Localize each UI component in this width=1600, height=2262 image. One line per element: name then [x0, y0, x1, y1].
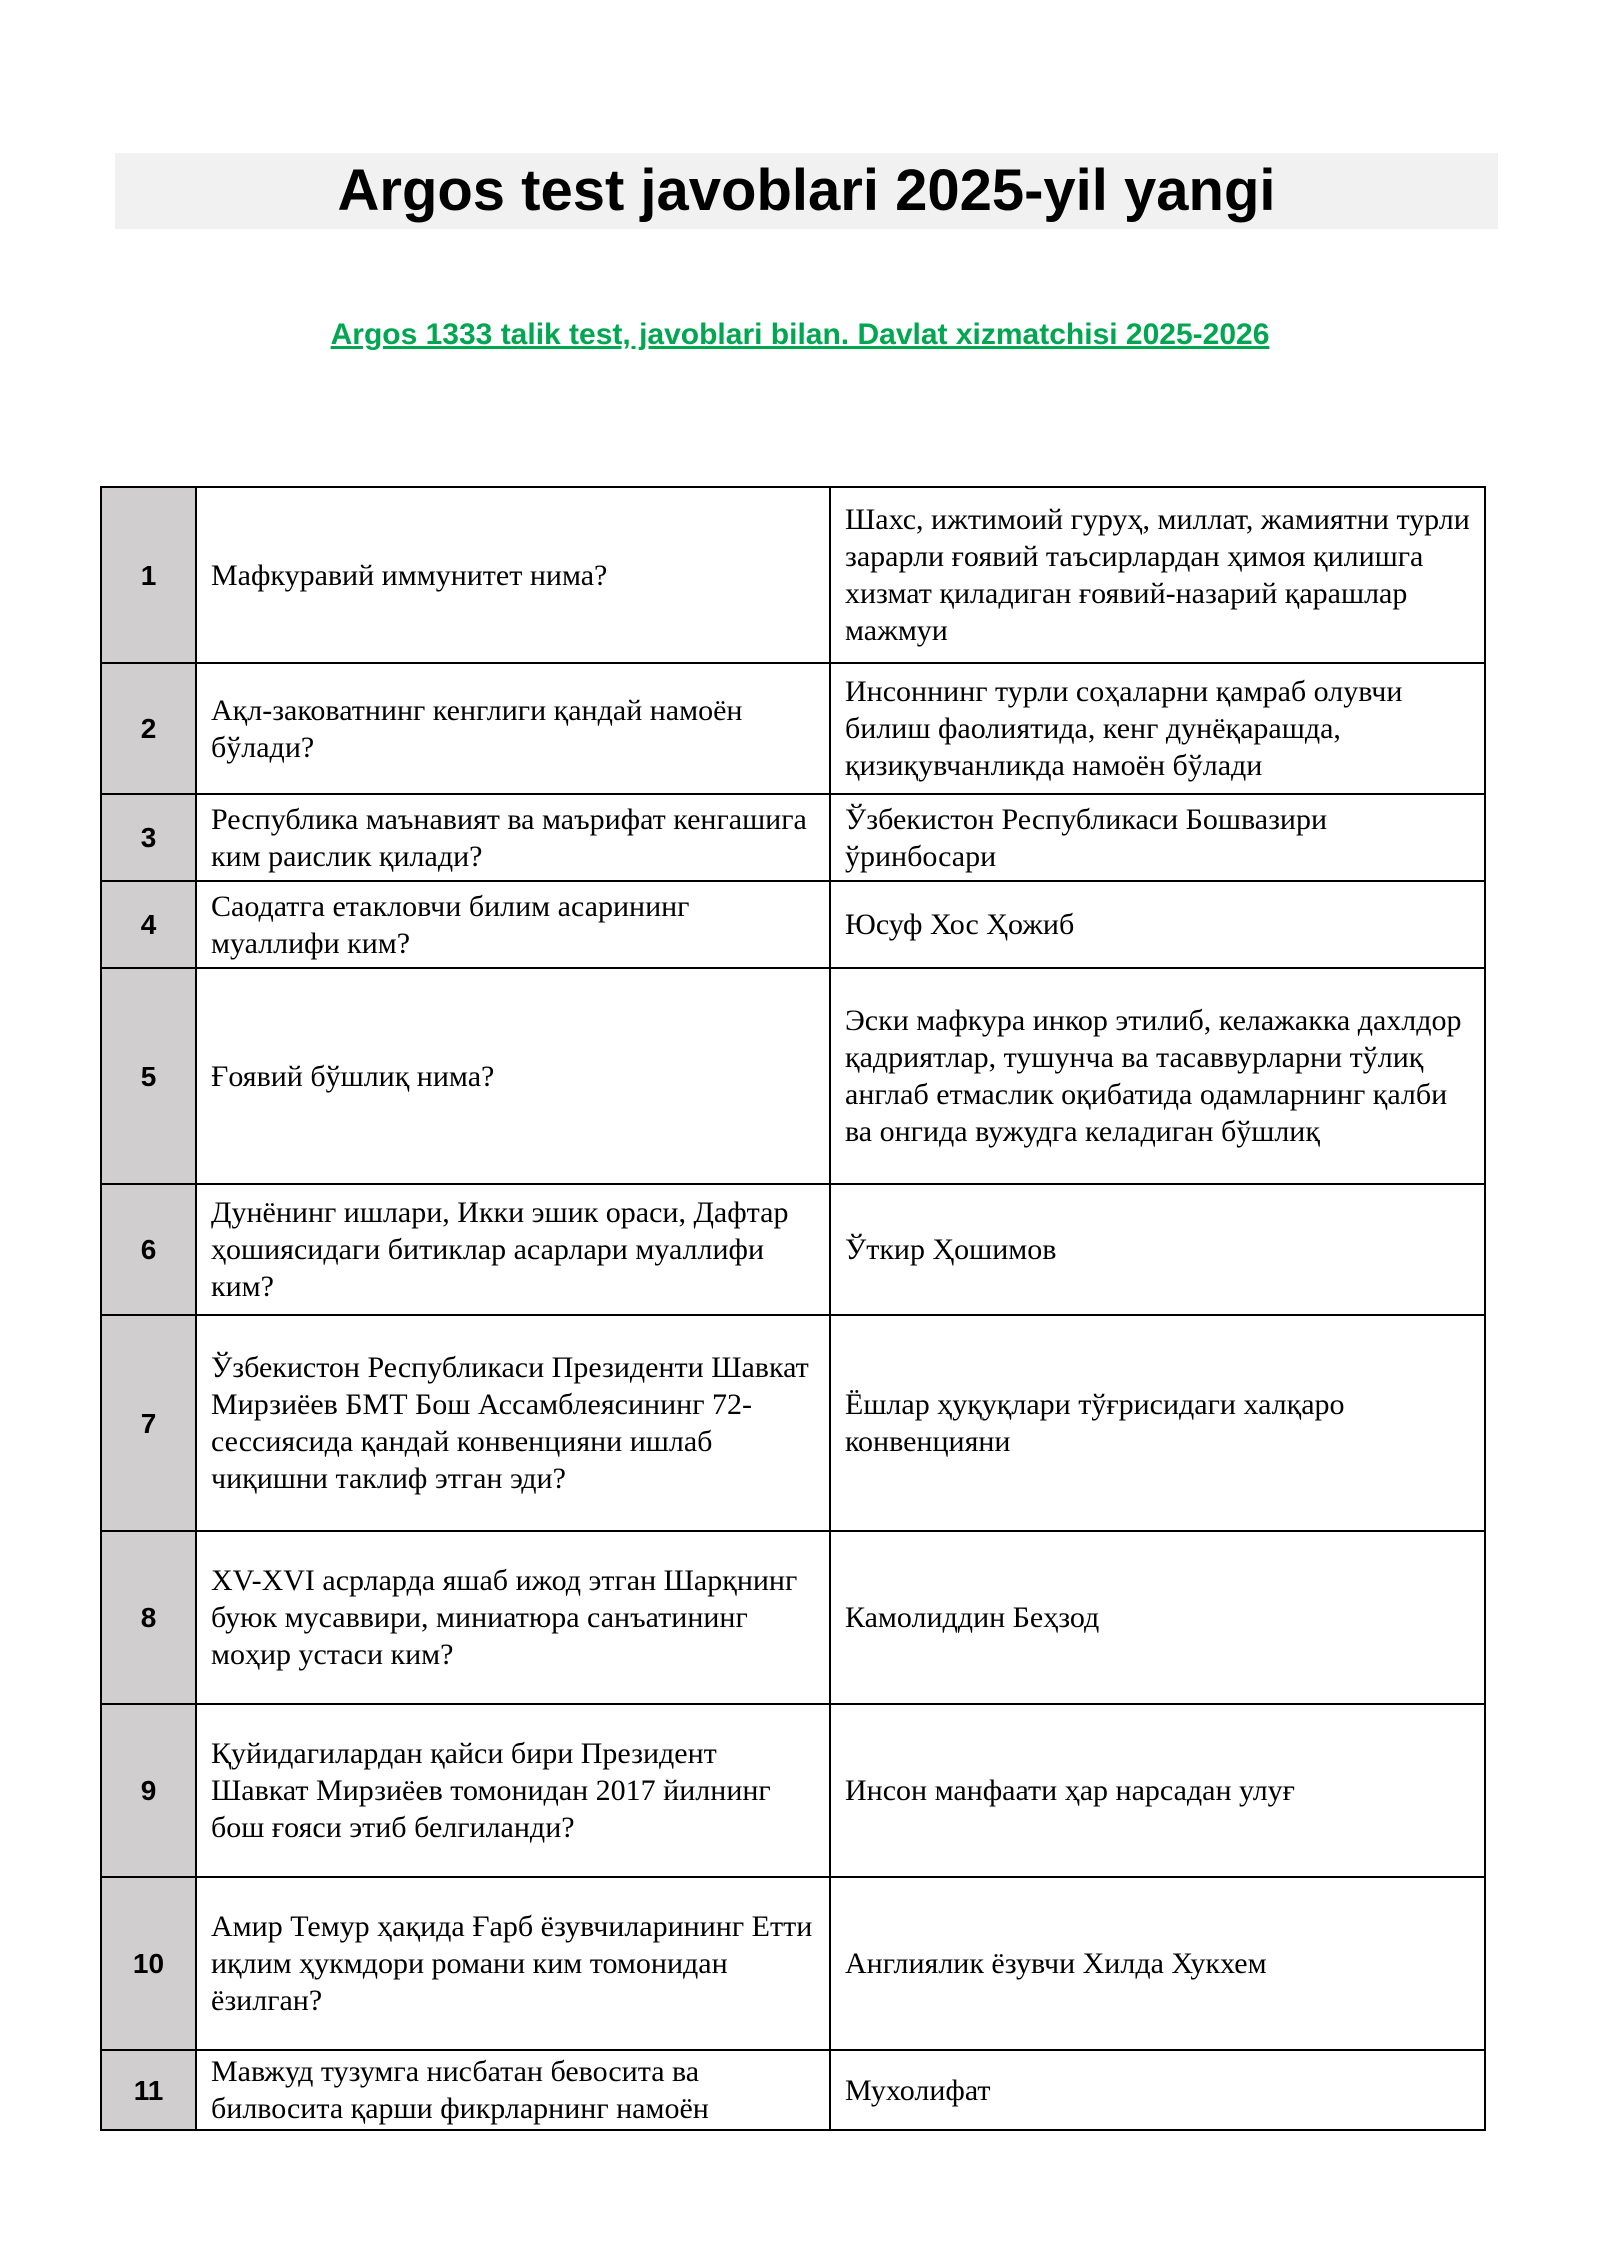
question-cell: Саодатга етакловчи билим асарининг муаллифи ким?	[196, 881, 830, 968]
answer-cell: Англиялик ёзувчи Хилда Хукхем	[830, 1877, 1485, 2050]
row-number: 11	[101, 2050, 196, 2130]
question-cell: Мафкуравий иммунитет нима?	[196, 487, 830, 663]
row-number: 3	[101, 794, 196, 881]
table-row	[101, 968, 1485, 1184]
table-row	[101, 1315, 1485, 1531]
answer-cell: Шахс, ижтимоий гуруҳ, миллат, жамиятни турли зарарли ғоявий таъсирлардан ҳимоя қилишга хизмат қиладиган ғоявий-назарий қарашлар мажмуи	[830, 487, 1485, 663]
question-cell: Ўзбекистон Республикаси Президенти Шавкат Мирзиёев БМТ Бош Ассамблеясининг 72-сессиясида қандай конвенцияни ишлаб чиқишни таклиф этган эди?	[196, 1315, 830, 1531]
answer-cell: Ўткир Ҳошимов	[830, 1184, 1485, 1315]
question-cell: Амир Темур ҳақида Ғарб ёзувчиларининг Етти иқлим ҳукмдори романи ким томонидан ёзилган?	[196, 1877, 830, 2050]
row-number: 9	[101, 1704, 196, 1877]
answer-cell: Юсуф Хос Ҳожиб	[830, 881, 1485, 968]
table-row	[101, 1877, 1485, 2050]
question-cell: Қуйидагилардан қайси бири Президент Шавкат Мирзиёев томонидан 2017 йилнинг бош ғояси этиб белгиланди?	[196, 1704, 830, 1877]
answer-cell: Инсон манфаати ҳар нарсадан улуғ	[830, 1704, 1485, 1877]
row-number: 7	[101, 1315, 196, 1531]
row-number: 2	[101, 663, 196, 794]
table-row	[101, 1184, 1485, 1315]
row-number: 8	[101, 1531, 196, 1704]
table-row	[101, 1704, 1485, 1877]
question-cell: Ғоявий бўшлиқ нима?	[196, 968, 830, 1184]
question-cell: Республика маънавият ва маърифат кенгашига ким раислик қилади?	[196, 794, 830, 881]
table-row	[101, 794, 1485, 881]
question-cell: XV-XVI асрларда яшаб ижод этган Шарқнинг буюк мусаввири, миниатюра санъатининг моҳир устаси ким?	[196, 1531, 830, 1704]
page-title: Argos test javoblari 2025-yil yangi	[337, 158, 1276, 223]
question-cell: Дунёнинг ишлари, Икки эшик ораси, Дафтар ҳошиясидаги битиклар асарлари муаллифи ким?	[196, 1184, 830, 1315]
row-number: 4	[101, 881, 196, 968]
answer-cell: Инсоннинг турли соҳаларни қамраб олувчи билиш фаолиятида, кенг дунёқарашда, қизиқувчанликда намоён бўлади	[830, 663, 1485, 794]
table-row	[101, 663, 1485, 794]
answer-cell: Ўзбекистон Республикаси Бошвазири ўринбосари	[830, 794, 1485, 881]
row-number: 1	[101, 487, 196, 663]
row-number: 10	[101, 1877, 196, 2050]
question-cell: Ақл-заковатнинг кенглиги қандай намоён бўлади?	[196, 663, 830, 794]
table-row	[101, 2050, 1485, 2130]
row-number: 5	[101, 968, 196, 1184]
answer-cell: Камолиддин Беҳзод	[830, 1531, 1485, 1704]
subtitle-link[interactable]: Argos 1333 talik test, javoblari bilan. Davlat xizmatchisi 2025-2026	[330, 318, 1270, 351]
answer-cell: Мухолифат	[830, 2050, 1485, 2130]
question-cell: Мавжуд тузумга нисбатан бевосита ва билвосита қарши фикрларнинг намоён	[196, 2050, 830, 2130]
table-row	[101, 881, 1485, 968]
qa-table	[100, 486, 1486, 2131]
answer-cell: Ёшлар ҳуқуқлари тўғрисидаги халқаро конвенцияни	[830, 1315, 1485, 1531]
table-row	[101, 487, 1485, 663]
answer-cell: Эски мафкура инкор этилиб, келажакка дахлдор қадриятлар, тушунча ва тасаввурларни тўлиқ англаб етмаслик оқибатида одамларнинг қалби ва онгида вужудга келадиган бўшлиқ	[830, 968, 1485, 1184]
table-row	[101, 1531, 1485, 1704]
row-number: 6	[101, 1184, 196, 1315]
